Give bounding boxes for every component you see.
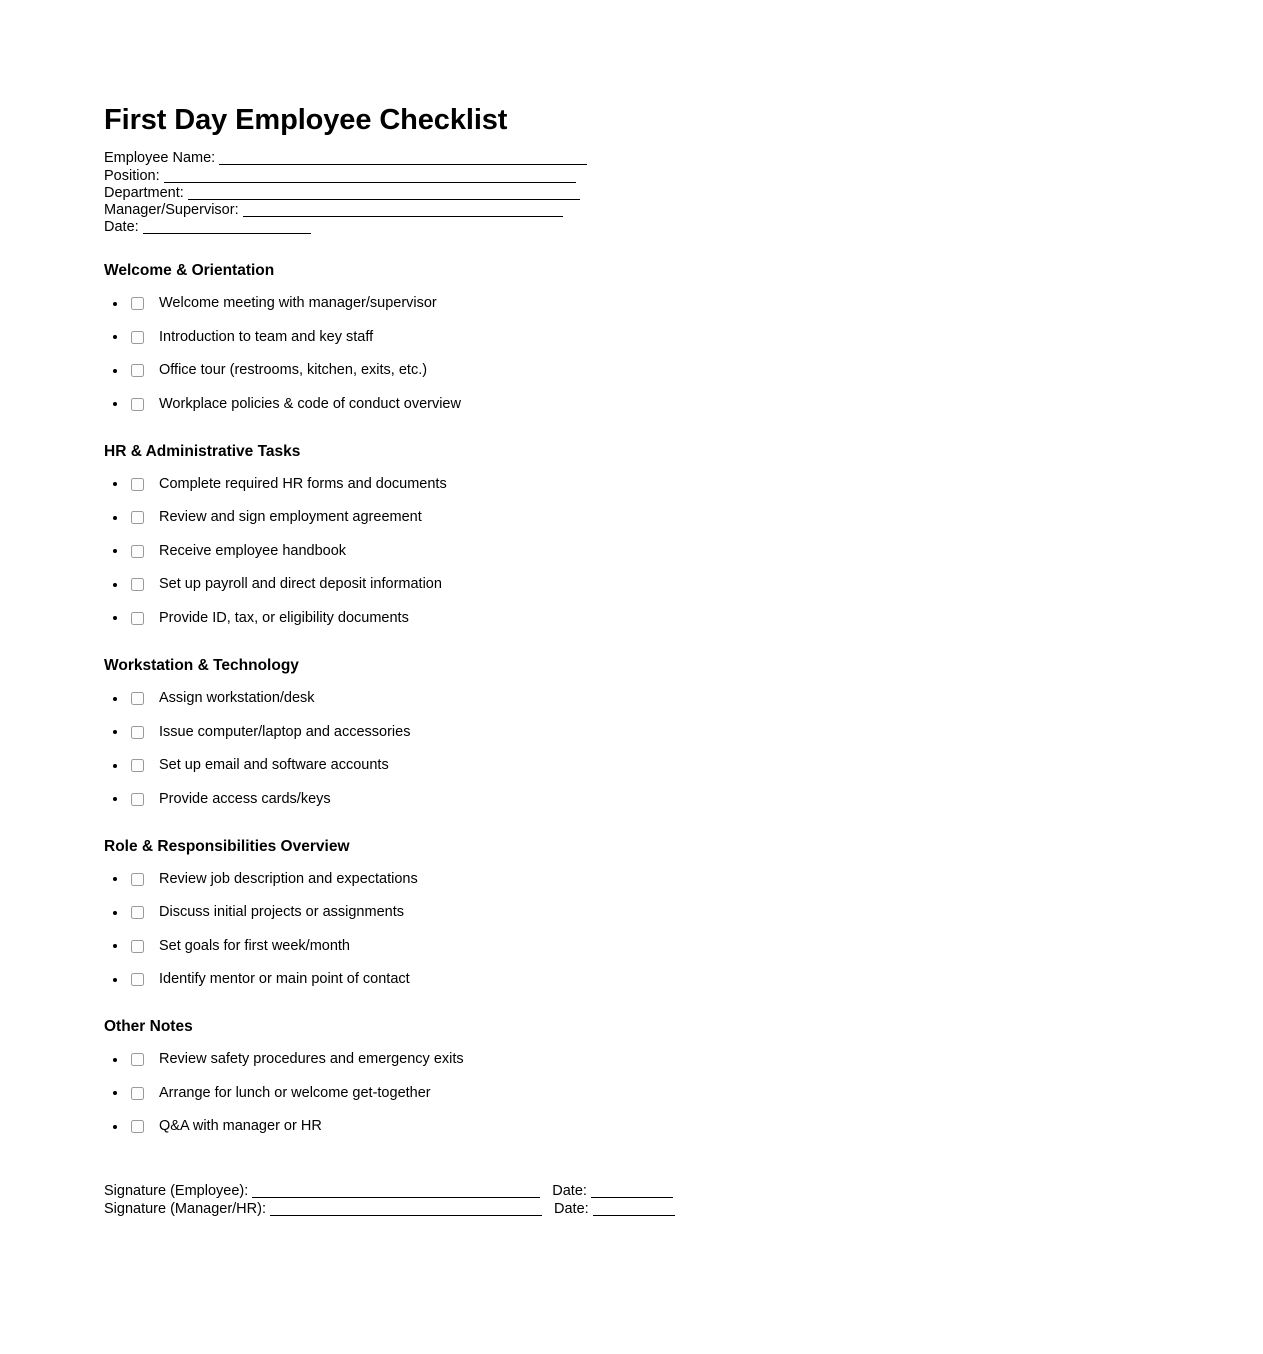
checklist-item-label: Office tour (restrooms, kitchen, exits, etc.) bbox=[159, 362, 428, 379]
bullet-icon bbox=[113, 730, 117, 734]
page-title: First Day Employee Checklist bbox=[104, 104, 508, 136]
signature-date-write-in-line[interactable] bbox=[591, 1197, 673, 1198]
employee-info-field-row bbox=[104, 150, 804, 167]
bullet-icon bbox=[113, 402, 117, 406]
checkbox-icon[interactable] bbox=[131, 398, 144, 411]
section-heading: Welcome & Orientation bbox=[104, 262, 275, 280]
employee-info-field-row bbox=[104, 185, 804, 202]
field-label: Department: bbox=[104, 184, 184, 201]
checklist-item-label: Welcome meeting with manager/supervisor bbox=[159, 295, 437, 312]
checklist-item-label: Set goals for first week/month bbox=[159, 937, 350, 954]
checkbox-icon[interactable] bbox=[131, 692, 144, 705]
checkbox-icon[interactable] bbox=[131, 545, 144, 558]
bullet-icon bbox=[113, 1125, 117, 1129]
document-body bbox=[104, 104, 804, 1218]
checklist-item[interactable] bbox=[104, 501, 804, 535]
checklist-item[interactable] bbox=[104, 782, 804, 816]
checklist-item-label: Introduction to team and key staff bbox=[159, 328, 374, 345]
bullet-icon bbox=[113, 944, 117, 948]
checklist-item-label: Review job description and expectations bbox=[159, 870, 418, 887]
checklist-item-label: Q&A with manager or HR bbox=[159, 1118, 322, 1135]
checkbox-icon[interactable] bbox=[131, 1120, 144, 1133]
bullet-icon bbox=[113, 697, 117, 701]
employee-info-field-row bbox=[104, 168, 804, 185]
checklist-item-label: Set up payroll and direct deposit information bbox=[159, 576, 442, 593]
checklist-item[interactable] bbox=[104, 1043, 804, 1077]
bullet-icon bbox=[113, 764, 117, 768]
signature-write-in-line[interactable] bbox=[252, 1197, 540, 1198]
checkbox-icon[interactable] bbox=[131, 1053, 144, 1066]
bullet-icon bbox=[113, 482, 117, 486]
checkbox-icon[interactable] bbox=[131, 940, 144, 953]
checklist-item[interactable] bbox=[104, 535, 804, 569]
checklist-item-label: Identify mentor or main point of contact bbox=[159, 971, 410, 988]
checklist-section bbox=[104, 838, 804, 997]
field-write-in-line[interactable] bbox=[188, 199, 580, 200]
checklist-section bbox=[104, 657, 804, 816]
bullet-icon bbox=[113, 302, 117, 306]
bullet-icon bbox=[113, 369, 117, 373]
checkbox-icon[interactable] bbox=[131, 759, 144, 772]
checkbox-icon[interactable] bbox=[131, 726, 144, 739]
checkbox-icon[interactable] bbox=[131, 297, 144, 310]
checklist-item[interactable] bbox=[104, 321, 804, 355]
section-heading: Role & Responsibilities Overview bbox=[104, 837, 350, 855]
checklist bbox=[104, 862, 804, 996]
bullet-icon bbox=[113, 978, 117, 982]
checklist bbox=[104, 287, 804, 421]
checkbox-icon[interactable] bbox=[131, 478, 144, 491]
checklist-item[interactable] bbox=[104, 602, 804, 636]
checklist-item[interactable] bbox=[104, 468, 804, 502]
checklist-section bbox=[104, 443, 804, 635]
signature-block bbox=[104, 1183, 804, 1217]
checklist bbox=[104, 682, 804, 816]
checklist-item[interactable] bbox=[104, 388, 804, 422]
checkbox-icon[interactable] bbox=[131, 973, 144, 986]
checklist-item-label: Arrange for lunch or welcome get-together bbox=[159, 1084, 431, 1101]
checklist bbox=[104, 1043, 804, 1144]
employee-info-field-row bbox=[104, 219, 804, 236]
checklist-item-label: Receive employee handbook bbox=[159, 542, 347, 559]
checklist-item[interactable] bbox=[104, 963, 804, 997]
signature-row bbox=[104, 1183, 804, 1200]
employee-info-field-row bbox=[104, 202, 804, 219]
signature-row bbox=[104, 1201, 804, 1218]
section-heading: Workstation & Technology bbox=[104, 657, 299, 675]
signature-date-label: Date: bbox=[554, 1200, 589, 1217]
bullet-icon bbox=[113, 1058, 117, 1062]
field-label: Employee Name: bbox=[104, 150, 216, 167]
field-label: Manager/Supervisor: bbox=[104, 202, 239, 219]
field-write-in-line[interactable] bbox=[219, 164, 587, 165]
checkbox-icon[interactable] bbox=[131, 511, 144, 524]
checklist-item-label: Discuss initial projects or assignments bbox=[159, 904, 404, 921]
checkbox-icon[interactable] bbox=[131, 612, 144, 625]
checklist-item[interactable] bbox=[104, 682, 804, 716]
section-heading: Other Notes bbox=[104, 1018, 193, 1036]
field-label: Position: bbox=[104, 167, 160, 184]
checklist-item-label: Review and sign employment agreement bbox=[159, 509, 422, 526]
checklist-item[interactable] bbox=[104, 749, 804, 783]
checklist-item-label: Assign workstation/desk bbox=[159, 690, 315, 707]
field-write-in-line[interactable] bbox=[243, 216, 563, 217]
checklist-item[interactable] bbox=[104, 929, 804, 963]
field-write-in-line[interactable] bbox=[164, 182, 576, 183]
checklist-item-label: Workplace policies & code of conduct overview bbox=[159, 395, 461, 412]
bullet-icon bbox=[113, 616, 117, 620]
bullet-icon bbox=[113, 516, 117, 520]
checklist-item[interactable] bbox=[104, 1110, 804, 1144]
signature-date-label: Date: bbox=[552, 1183, 587, 1200]
bullet-icon bbox=[113, 583, 117, 587]
checklist-item[interactable] bbox=[104, 1076, 804, 1110]
field-write-in-line[interactable] bbox=[143, 233, 311, 234]
checklist-item-label: Provide access cards/keys bbox=[159, 790, 331, 807]
checklist-item[interactable] bbox=[104, 862, 804, 896]
checklist-item-label: Provide ID, tax, or eligibility documents bbox=[159, 609, 409, 626]
bullet-icon bbox=[113, 797, 117, 801]
checkbox-icon[interactable] bbox=[131, 906, 144, 919]
checkbox-icon[interactable] bbox=[131, 578, 144, 591]
checkbox-icon[interactable] bbox=[131, 364, 144, 377]
checklist-section bbox=[104, 262, 804, 421]
checklist-item-label: Set up email and software accounts bbox=[159, 757, 389, 774]
bullet-icon bbox=[113, 549, 117, 553]
checklist-section bbox=[104, 1018, 804, 1143]
checklist-item-label: Complete required HR forms and documents bbox=[159, 475, 447, 492]
checklist-item[interactable] bbox=[104, 896, 804, 930]
checklist-item[interactable] bbox=[104, 287, 804, 321]
section-heading: HR & Administrative Tasks bbox=[104, 443, 301, 461]
checklist-item-label: Issue computer/laptop and accessories bbox=[159, 723, 411, 740]
bullet-icon bbox=[113, 335, 117, 339]
bullet-icon bbox=[113, 911, 117, 915]
checklist-item[interactable] bbox=[104, 568, 804, 602]
checkbox-icon[interactable] bbox=[131, 873, 144, 886]
checklist-item[interactable] bbox=[104, 354, 804, 388]
checkbox-icon[interactable] bbox=[131, 1087, 144, 1100]
checkbox-icon[interactable] bbox=[131, 793, 144, 806]
employee-info-fields bbox=[104, 150, 804, 236]
field-label: Date: bbox=[104, 219, 139, 236]
signature-write-in-line[interactable] bbox=[270, 1215, 542, 1216]
checklist bbox=[104, 468, 804, 636]
signature-date-write-in-line[interactable] bbox=[593, 1215, 675, 1216]
bullet-icon bbox=[113, 877, 117, 881]
bullet-icon bbox=[113, 1091, 117, 1095]
checklist-sections bbox=[104, 262, 804, 1143]
signature-label: Signature (Manager/HR): bbox=[104, 1200, 266, 1217]
checkbox-icon[interactable] bbox=[131, 331, 144, 344]
checklist-item[interactable] bbox=[104, 715, 804, 749]
checklist-item-label: Review safety procedures and emergency exits bbox=[159, 1051, 464, 1068]
signature-label: Signature (Employee): bbox=[104, 1183, 249, 1200]
